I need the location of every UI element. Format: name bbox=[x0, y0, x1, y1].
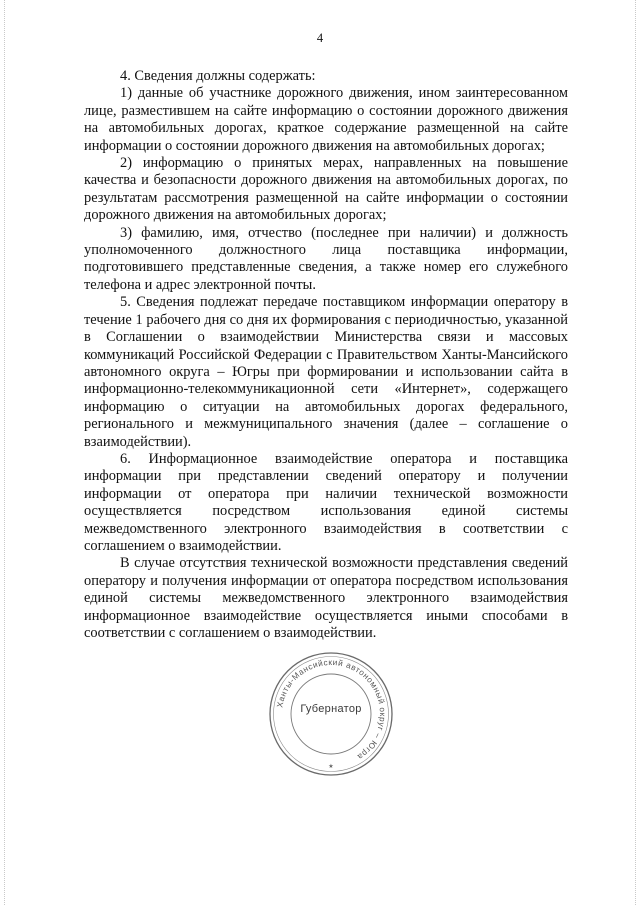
paragraph-section-6: 6. Информационное взаимодействие оператора и поставщика информации при представлении сведений оператору и получении информации от оператора при наличии технической возможности осуществляется посредством использования единой системы межведомственного электронного взаимодействия в соответствии с соглашением о взаимодействии. bbox=[84, 450, 568, 554]
paragraph-item-2: 2) информацию о принятых мерах, направленных на повышение качества и безопасности дорожного движения на автомобильных дорогах, по результатам рассмотрения размещенной на сайте информации о состоянии дорожного движения на автомобильных дорогах; bbox=[84, 155, 568, 224]
paragraph-item-1: 1) данные об участнике дорожного движения, ином заинтересованном лице, разместившем на сайте информацию о состоянии дорожного движения на автомобильных дорогах, краткое содержание размещенной на сайте информации о состоянии дорожного движения на автомобильных дорогах; bbox=[84, 85, 568, 154]
scan-edge-right bbox=[635, 0, 637, 905]
seal-center-text: Губернатор bbox=[300, 703, 362, 715]
svg-text:★: ★ bbox=[328, 764, 334, 770]
seal-ring-text: Ханты-Мансийский автономный округ – Югра bbox=[275, 657, 388, 762]
paragraph-section-5: 5. Сведения подлежат передаче поставщиком информации оператору в течение 1 рабочего дня со дня их формирования с периодичностью, указанной в Соглашении о взаимодействии Министерства связи и массовых коммуникаций Российской Федерации с Правительством Ханты-Мансийского автономного округа – Югры при формировании и использовании сайта в информационно-телекоммуникационной сети «Интернет», содержащего информацию о ситуации на автомобильных дорогах федерального, регионального и межмуниципального значения (далее – соглашение о взаимодействии). bbox=[84, 294, 568, 450]
paragraph-section-4-heading: 4. Сведения должны содержать: bbox=[120, 68, 316, 84]
paragraph-fallback: В случае отсутствия технической возможности представления сведений оператору и получения информации от оператора посредством использования единой системы межведомственного электронного взаимодействия информационное взаимодействие осуществляется иными способами в соответствии с соглашением о взаимодействии. bbox=[84, 555, 568, 641]
page-number: 4 bbox=[316, 31, 324, 45]
scan-edge-left bbox=[4, 0, 6, 905]
document-body bbox=[84, 68, 568, 642]
paragraph-item-3: 3) фамилию, имя, отчество (последнее при наличии) и должность уполномоченного должностного лица поставщика информации, подготовившего представленные сведения, а также номер его служебного телефона и адрес электронной почты. bbox=[84, 224, 568, 293]
official-seal-stamp bbox=[266, 650, 396, 778]
